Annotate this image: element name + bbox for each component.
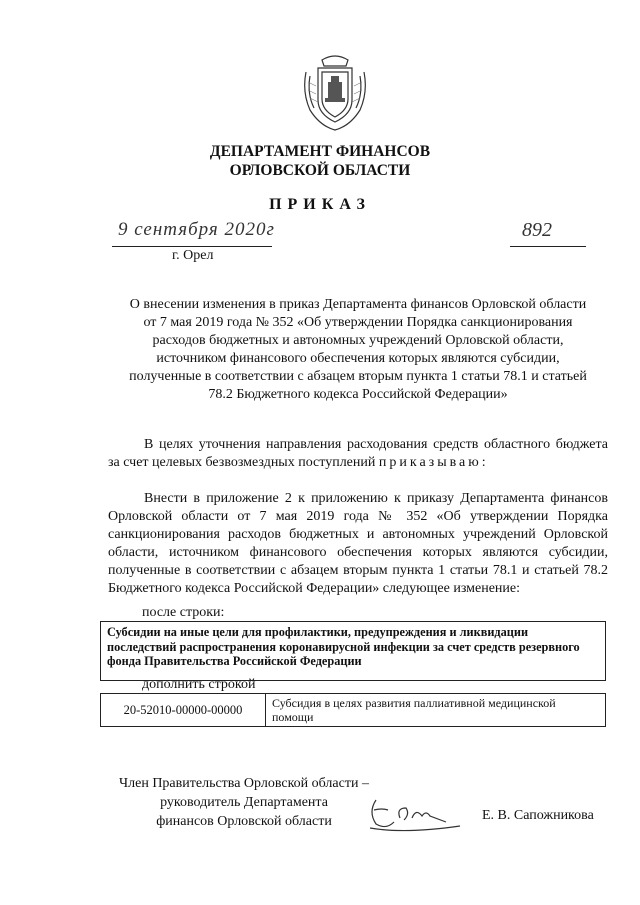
coat-of-arms-emblem <box>292 52 378 136</box>
title-line: от 7 мая 2019 года № 352 «Об утверждении Порядка санкционирования <box>143 315 573 330</box>
title-line: источником финансового обеспечения которых являются субсидии, <box>156 351 560 366</box>
new-row-table <box>100 693 606 727</box>
department-heading <box>0 142 640 180</box>
signatory-name: Е. В. Сапожникова <box>482 808 594 823</box>
main-paragraph <box>108 490 608 598</box>
document-type-heading: ПРИКАЗ <box>269 196 371 213</box>
new-row-code: 20-52010-00000-00000 <box>101 694 266 726</box>
handwritten-order-number: 892 <box>522 219 552 241</box>
title-line: расходов бюджетных и автономных учреждений Орловской области, <box>152 333 564 348</box>
position-line-1: Член Правительства Орловской области – <box>119 776 369 791</box>
order-word: приказываю: <box>378 455 489 470</box>
handwritten-date: 9 сентября 2020г <box>118 219 275 240</box>
department-line-1: ДЕПАРТАМЕНТ ФИНАНСОВ <box>209 143 431 160</box>
city-label: г. Орел <box>172 248 214 263</box>
order-title <box>108 296 608 404</box>
position-line-3: финансов Орловской области <box>156 814 332 829</box>
department-line-2: ОРЛОВСКОЙ ОБЛАСТИ <box>229 162 411 179</box>
position-line-2: руководитель Департамента <box>160 795 328 810</box>
existing-row-box: Субсидии на иные цели для профилактики, предупреждения и ликвидации последствий распространения коронавирусной инфекции за счет средств резервного фонда Правительства Российской Федерации <box>100 621 606 681</box>
main-paragraph-text: Внести в приложение 2 к приложению к приказу Департамента финансов Орловской области от 7 мая 2019 года № 352 «Об утверждении Порядка санкционирования расходов бюджетных и автономных учреждений Орловской области, источником финансового обеспечения которых являются субсидии, полученные в соответствии с абзацем вторым пункта 1 статьи 78.1 и статьей 78.2 Бюджетного кодекса Российской Федерации» следующее изменение: <box>108 491 608 596</box>
preamble-text: В целях уточнения направления расходования средств областного бюджета за счет целевых безвозмездных поступлений <box>108 437 608 470</box>
signatory-position <box>100 774 388 831</box>
new-row-name: Субсидия в целях развития паллиативной медицинской помощи <box>272 696 556 724</box>
handwritten-signature <box>366 788 466 838</box>
title-line: О внесении изменения в приказ Департамента финансов Орловской области <box>129 297 587 312</box>
title-line: 78.2 Бюджетного кодекса Российской Федерации» <box>208 387 508 402</box>
after-line-label: после строки: <box>142 605 225 620</box>
preamble-paragraph <box>108 436 608 472</box>
title-line: полученные в соответствии с абзацем вторым пункта 1 статьи 78.1 и статьей <box>129 369 587 384</box>
add-line-label: дополнить строкой <box>142 677 256 692</box>
